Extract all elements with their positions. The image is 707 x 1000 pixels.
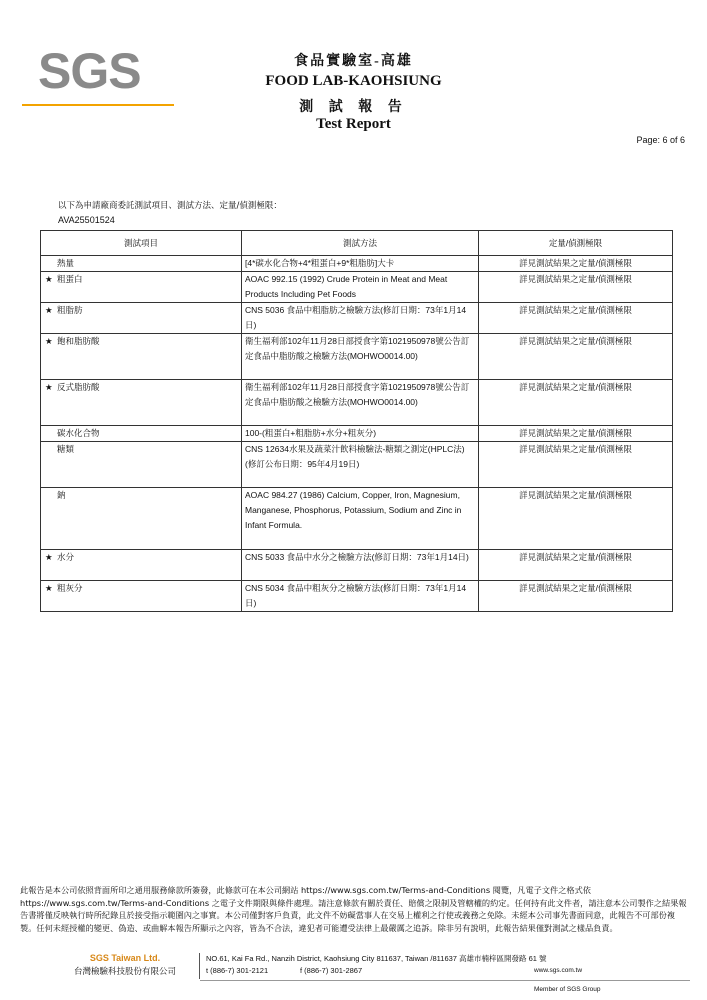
table-row: [41, 488, 673, 550]
limit-cell: 詳見測試結果之定量/偵測極限: [479, 380, 673, 426]
test-item-cell: [41, 303, 242, 334]
test-item-cell: [41, 442, 242, 488]
lab-name-cn: 食品實驗室-高雄: [294, 54, 413, 69]
report-number: AVA25501524: [58, 215, 115, 225]
test-item-label: 水分: [57, 552, 75, 562]
test-method-cell: 衛生福利部102年11月28日部授食字第1021950978號公告訂定食品中脂肪酸之檢驗方法(MOHWO0014.00): [242, 334, 479, 380]
footer-rule: [200, 980, 690, 981]
test-item-cell: [41, 581, 242, 612]
company-fax: f (886-7) 301-2867: [300, 966, 363, 975]
limit-cell: 詳見測試結果之定量/偵測極限: [479, 442, 673, 488]
page-number: Page: 6 of 6: [636, 135, 685, 145]
footer-company: [55, 953, 195, 977]
test-item-cell: [41, 488, 242, 550]
limit-cell: 詳見測試結果之定量/偵測極限: [479, 426, 673, 442]
header-limit: 定量/偵測極限: [479, 231, 673, 256]
accredited-star-icon: ★: [45, 274, 53, 284]
limit-cell: 詳見測試結果之定量/偵測極限: [479, 581, 673, 612]
table-row: [41, 442, 673, 488]
table-header-row: [41, 231, 673, 256]
table-row: [41, 272, 673, 303]
test-methods-table: [40, 230, 673, 612]
company-website: www.sgs.com.tw: [534, 967, 583, 974]
company-address: NO.61, Kai Fa Rd., Nanzih District, Kaohsiung City 811637, Taiwan /811637 高雄市楠梓區開發路 61 號: [206, 954, 547, 963]
test-method-cell: CNS 5033 食品中水分之檢驗方法(修訂日期：73年1月14日): [242, 550, 479, 581]
sgs-logo-text: SGS: [38, 43, 141, 99]
table-row: [41, 581, 673, 612]
header-test-method: 測試方法: [242, 231, 479, 256]
test-method-cell: CNS 12634水果及蔬菜汁飲料檢驗法-糖類之測定(HPLC法)(修訂公布日期：95年4月19日): [242, 442, 479, 488]
limit-cell: 詳見測試結果之定量/偵測極限: [479, 550, 673, 581]
test-method-cell: AOAC 992.15 (1992) Crude Protein in Meat and Meat Products Including Pet Foods: [242, 272, 479, 303]
test-item-label: 糖類: [57, 444, 75, 454]
accredited-star-icon: ★: [45, 583, 53, 593]
table-row: [41, 303, 673, 334]
table-row: [41, 426, 673, 442]
accredited-star-icon: ★: [45, 552, 53, 562]
test-method-cell: CNS 5034 食品中粗灰分之檢驗方法(修訂日期：73年1月14日): [242, 581, 479, 612]
test-item-cell: [41, 550, 242, 581]
limit-cell: 詳見測試結果之定量/偵測極限: [479, 256, 673, 272]
intro-text: 以下為申請廠商委託測試項目、測試方法、定量/偵測極限：: [58, 201, 282, 211]
test-method-cell: AOAC 984.27 (1986) Calcium, Copper, Iron, Magnesium, Manganese, Phosphorus, Potassium, Sodium and Zinc in Infant Formula.: [242, 488, 479, 550]
test-item-label: 粗蛋白: [57, 274, 83, 284]
test-item-label: 反式脂肪酸: [57, 382, 100, 392]
limit-cell: 詳見測試結果之定量/偵測極限: [479, 488, 673, 550]
test-item-label: 碳水化合物: [57, 428, 100, 438]
table-row: [41, 380, 673, 426]
test-item-label: 熱量: [57, 258, 75, 268]
company-phone: t (886-7) 301-2121: [206, 966, 269, 975]
test-method-cell: CNS 5036 食品中粗脂肪之檢驗方法(修訂日期：73年1月14日): [242, 303, 479, 334]
accredited-star-icon: ★: [45, 336, 53, 346]
test-item-cell: [41, 380, 242, 426]
test-item-label: 粗灰分: [57, 583, 83, 593]
test-item-cell: [41, 272, 242, 303]
company-name-cn: 台灣檢驗科技股份有限公司: [73, 967, 176, 977]
test-method-cell: 100-(粗蛋白+粗脂肪+水分+粗灰分): [242, 426, 479, 442]
lab-name-en: FOOD LAB-KAOHSIUNG: [265, 73, 442, 89]
table-row: [41, 256, 673, 272]
limit-cell: 詳見測試結果之定量/偵測極限: [479, 334, 673, 380]
test-item-cell: [41, 256, 242, 272]
header-test-item: 測試項目: [41, 231, 242, 256]
footer-divider: [199, 953, 200, 979]
member-of-sgs: Member of SGS Group: [534, 986, 601, 993]
limit-cell: 詳見測試結果之定量/偵測極限: [479, 303, 673, 334]
test-item-label: 鈉: [57, 490, 66, 500]
test-item-cell: [41, 426, 242, 442]
accredited-star-icon: ★: [45, 305, 53, 315]
test-method-cell: [4*碳水化合物+4*粗蛋白+9*粗脂肪]大卡: [242, 256, 479, 272]
test-item-label: 粗脂肪: [57, 305, 83, 315]
limit-cell: 詳見測試結果之定量/偵測極限: [479, 272, 673, 303]
test-item-cell: [41, 334, 242, 380]
test-method-cell: 衛生福利部102年11月28日部授食字第1021950978號公告訂定食品中脂肪酸之檢驗方法(MOHWO0014.00): [242, 380, 479, 426]
accredited-star-icon: ★: [45, 382, 53, 392]
table-row: [41, 550, 673, 581]
report-title-en: Test Report: [316, 116, 391, 132]
company-name-en: SGS Taiwan Ltd.: [89, 953, 161, 963]
report-title-cn: 測 試 報 告: [299, 100, 408, 115]
test-item-label: 飽和脂肪酸: [57, 336, 100, 346]
footer-disclaimer: 此報告是本公司依照背面所印之通用服務條款所簽發，此條款可在本公司網站 https://www.sgs.com.tw/Terms-and-Conditions 閱覽，凡電子文件之格式依https://www.sgs.com.tw/Terms-and-Conditions 之電子文件期限與條件處理。請注意條款有關於責任、賠償之限制及管轄權的約定。任何持有此文件者，請注意本公司製作之結果報告書將僅反映執行時所紀錄且於接受指示範圍內之事實。本公司僅對客戶負責，此文件不妨礙當事人在交易上權利之行使或義務之免除。未經本公司事先書面同意，此報告不可部份複製。任何未經授權的變更、偽造、或曲解本報告所顯示之內容，皆為不合法，違犯者可能遭受法律上最嚴厲之追訴。除非另有說明，此報告結果僅對測試之樣品負責。: [20, 885, 687, 933]
table-row: [41, 334, 673, 380]
